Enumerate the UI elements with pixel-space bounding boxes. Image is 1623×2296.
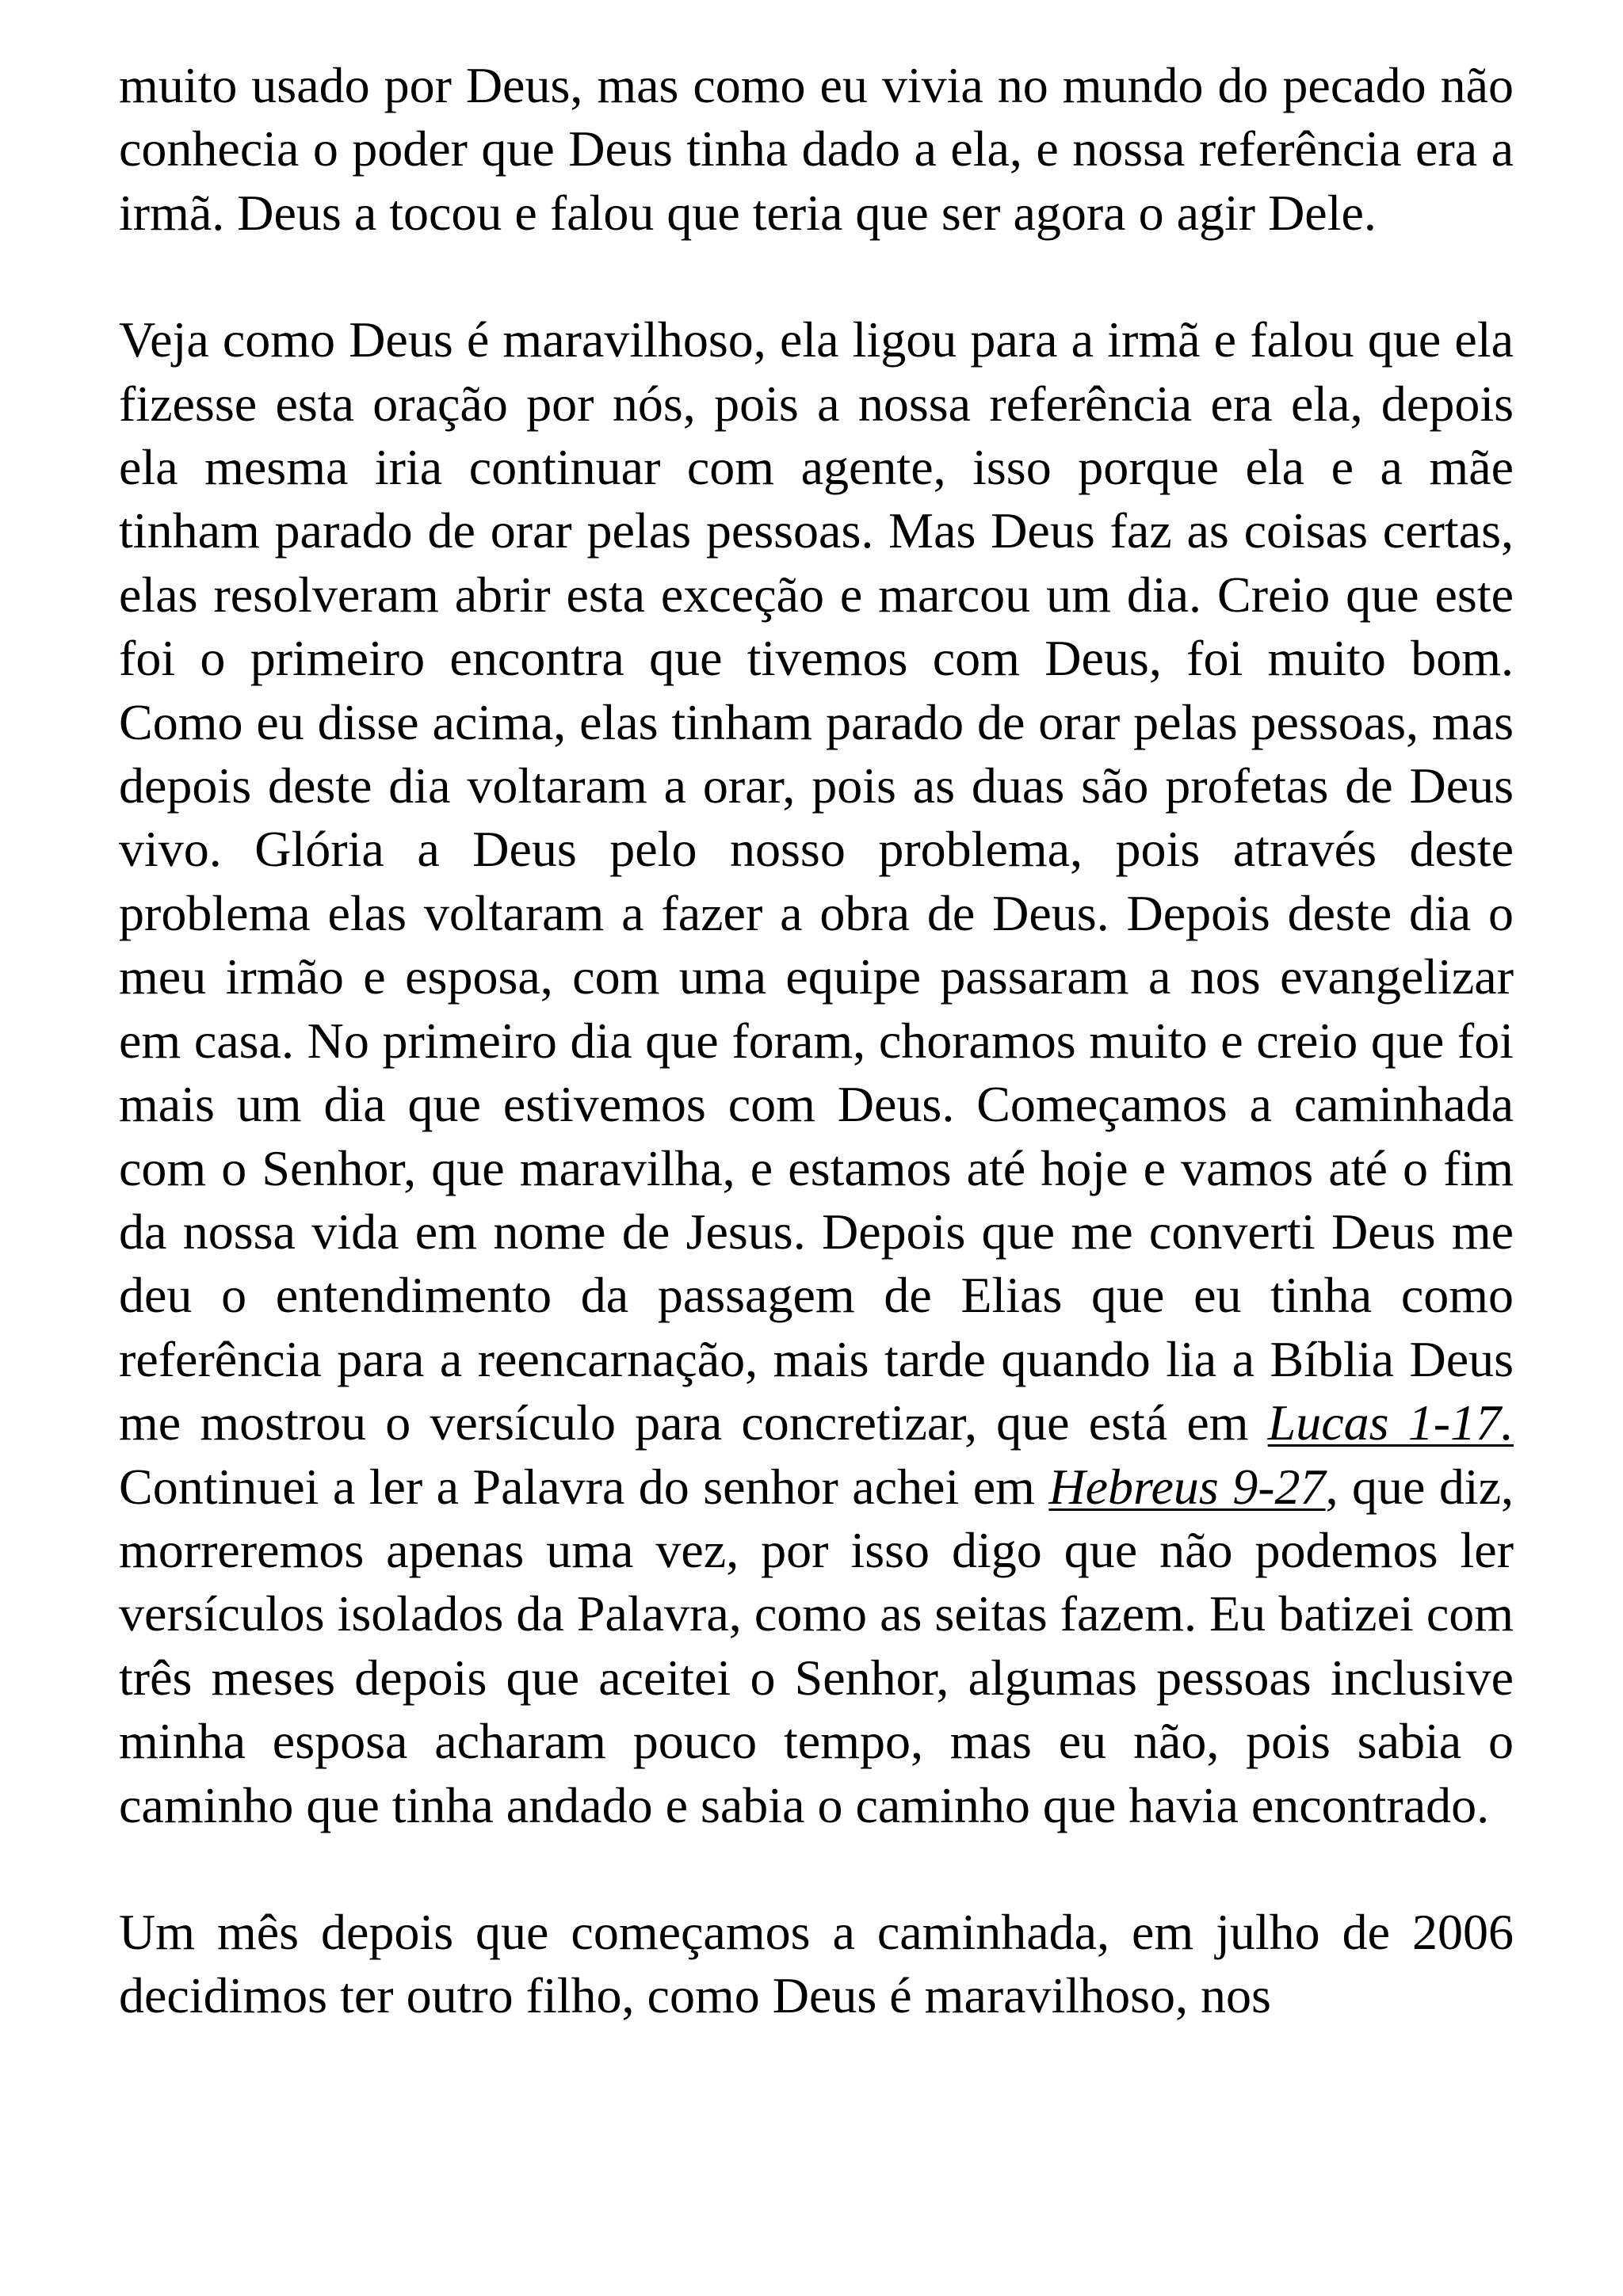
- paragraph-2-text-part-3: , que diz, morreremos apenas uma vez, por isso digo que não podemos ler versículos isolados da Palavra, como as seitas fazem. Eu batizei com três meses depois que aceitei o Senhor, algumas pessoas inclusive minha esposa acharam pouco tempo, mas eu não, pois sabia o caminho que tinha andado e sabia o caminho que havia encontrado.: [119, 1458, 1514, 1833]
- paragraph-3: Um mês depois que começamos a caminhada, em julho de 2006 decidimos ter outro filho, como Deus é maravilhoso, nos: [119, 1903, 1514, 2024]
- bible-reference-lucas: Lucas 1-17.: [1267, 1394, 1514, 1451]
- bible-reference-hebreus: Hebreus 9-27: [1048, 1458, 1326, 1515]
- paragraph-2: [119, 308, 1514, 1837]
- paragraph-2-text-part-1: Veja como Deus é maravilhoso, ela ligou para a irmã e falou que ela fizesse esta oração por nós, pois a nossa referência era ela, depois ela mesma iria continuar com agente, isso porque ela e a mãe tinham parado de orar pelas pessoas. Mas Deus faz as coisas certas, elas resolveram abrir esta exceção e marcou um dia. Creio que este foi o primeiro encontra que tivemos com Deus, foi muito bom. Como eu disse acima, elas tinham parado de orar pelas pessoas, mas depois deste dia voltaram a orar, pois as duas são profetas de Deus vivo. Glória a Deus pelo nosso problema, pois através deste problema elas voltaram a fazer a obra de Deus. Depois deste dia o meu irmão e esposa, com uma equipe passaram a nos evangelizar em casa. No primeiro dia que foram, choramos muito e creio que foi mais um dia que estivemos com Deus. Começamos a caminhada com o Senhor, que maravilha, e estamos até hoje e vamos até o fim da nossa vida em nome de Jesus. Depois que me converti Deus me deu o entendimento da passagem de Elias que eu tinha como referência para a reencarnação, mais tarde quando lia a Bíblia Deus me mostrou o versículo para concretizar, que está em: [119, 311, 1514, 1451]
- paragraph-1: muito usado por Deus, mas como eu vivia no mundo do pecado não conhecia o poder que Deus tinha dado a ela, e nossa referência era a irmã. Deus a tocou e falou que teria que ser agora o agir Dele.: [119, 57, 1514, 241]
- paragraph-2-text-part-2: Continuei a ler a Palavra do senhor achei em: [119, 1458, 1049, 1515]
- document-page: [119, 54, 1514, 2028]
